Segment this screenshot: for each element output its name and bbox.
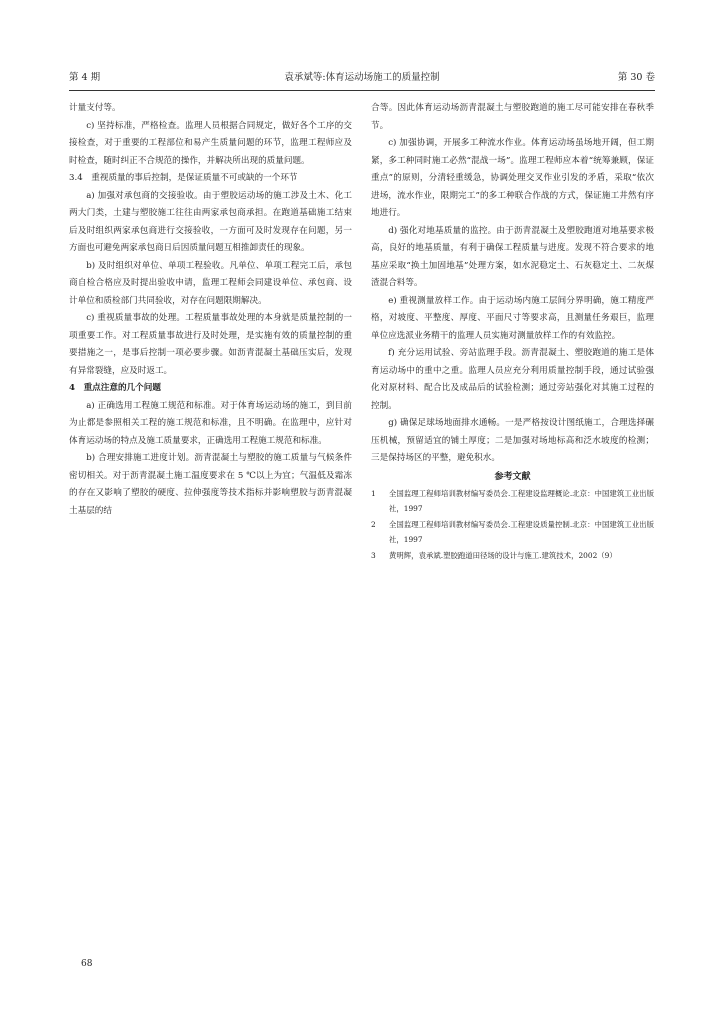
left-column [69,100,352,520]
paragraph: c) 加强协调，开展多工种流水作业。体育运动场虽场地开阔，但工期紧，多工种同时施工必然“混战一场”。监理工程师应本着“统筹兼顾，保证重点”的原则，分清轻重缓急，协调处理交叉作业引发的矛盾，采取“依次进场，流水作业，限期完工”的多工种联合作战的方式，保证施工井然有序地进行。 [371,138,654,218]
reference-text: 黄明辉，袁承斌.塑胶跑道田径场的设计与施工.建筑技术，2002（9） [389,550,617,560]
reference-item [371,517,654,548]
reference-item [371,486,654,517]
paragraph: 合等。因此体育运动场沥青混凝土与塑胶跑道的施工尽可能安排在春秋季节。 [371,103,654,131]
issue-number: 第 4 期 [69,72,101,83]
page-number: 68 [81,959,93,969]
paragraph: a) 正确选用工程施工规范和标准。对于体育场运动场的施工，到目前为止都是参照相关工程的施工规范和标准，且不明确。在监理中，应针对体育运动场的特点及施工质量要求，正确选用工程施工规范和标准。 [69,400,352,446]
paragraph: g) 确保足球场地面排水通畅。一是严格按设计图纸施工，合理选择碾压机械，预留适宜的铺土厚度；二是加强对场地标高和泛水坡度的检测；三是保持场区的平整，避免积水。 [371,418,654,463]
paragraph: c) 重视质量事故的处理。工程质量事故处理的本身就是质量控制的一项重要工作。对工程质量事故进行及时处理，是实施有效的质量控制的重要措施之一，是事后控制一项必要步骤。如沥青混凝土基础压实后，发现有异常裂缝，应及时返工。 [69,313,352,376]
paragraph: 3.4 重视质量的事后控制，是保证质量不可或缺的一个环节 [69,173,298,183]
paragraph: b) 及时组织对单位、单项工程验收。凡单位、单项工程完工后，承包商自检合格应及时提出验收申请，监理工程师会同建设单位、承包商、设计单位和质检部门共同验收，对存在问题限期解决。 [69,260,352,306]
paragraph: a) 加强对承包商的交接验收。由于塑胶运动场的施工涉及土木、化工两大门类，土建与塑胶施工往往由两家承包商承担。在跑道基础施工结束后及时组织两家承包商进行交接验收，一方面可及时发现存在问题，另一方面也可避免两家承包商日后因质量问题互相推卸责任的现象。 [69,190,352,253]
reference-number: 3 [371,550,376,560]
section-heading: 4 重点注意的几个问题 [69,383,161,393]
reference-text: 全国监理工程师培训教材编写委员会.工程建设质量控制.北京：中国建筑工业出版社，1997 [389,519,654,544]
running-header [69,69,655,87]
paragraph: 计量支付等。 [69,103,121,113]
paragraph: f) 充分运用试验、旁站监理手段。沥青混凝土、塑胶跑道的施工是体育运动场中的重中之重。监理人员应充分利用质量控制手段，通过试验强化对原材料、配合比及成品后的试验检测；通过旁站强化对其施工过程的控制。 [371,348,654,411]
reference-number: 1 [371,488,376,498]
header-rule [69,90,655,91]
right-column [371,100,654,563]
references-list [371,486,654,564]
paragraph: c) 坚持标准，严格检查。监理人员根据合同规定，做好各个工序的交接检查，对于重要的工程部位和易产生质量问题的环节，监理工程师应及时检查，随时纠正不合规范的操作，并解决所出现的质量问题。 [69,120,352,166]
running-title: 袁承斌等:体育运动场施工的质量控制 [284,72,440,83]
reference-text: 全国监理工程师培训教材编写委员会.工程建设监理概论.北京：中国建筑工业出版社，1997 [389,488,654,513]
reference-number: 2 [371,519,376,529]
paragraph: b) 合理安排施工进度计划。沥青混凝土与塑胶的施工质量与气候条件密切相关。对于沥青混凝土施工温度要求在 5 ℃以上为宜；气温低及霜冻的存在又影响了塑胶的硬度、拉伸强度等技术指标并影响塑胶与沥青混凝土基层的结 [69,453,352,516]
volume-number: 第 30 卷 [617,72,655,83]
reference-item [371,548,654,564]
paragraph: d) 强化对地基质量的监控。由于沥青混凝土及塑胶跑道对地基要求极高，良好的地基质量，有利于确保工程质量与进度。发现不符合要求的地基应采取“换土加固地基”处理方案，如水泥稳定土、石灰稳定土、二灰煤渣混合料等。 [371,225,654,288]
paragraph: e) 重视测量放样工作。由于运动场内施工层间分界明确，施工精度严格，对坡度、平整度、厚度、平面尺寸等要求高，且测量任务艰巨，监理单位应选派业务精干的监理人员实施对测量放样工作的有效监控。 [371,295,654,341]
right-column-body [371,100,654,468]
references-heading: 参考文献 [494,471,531,482]
